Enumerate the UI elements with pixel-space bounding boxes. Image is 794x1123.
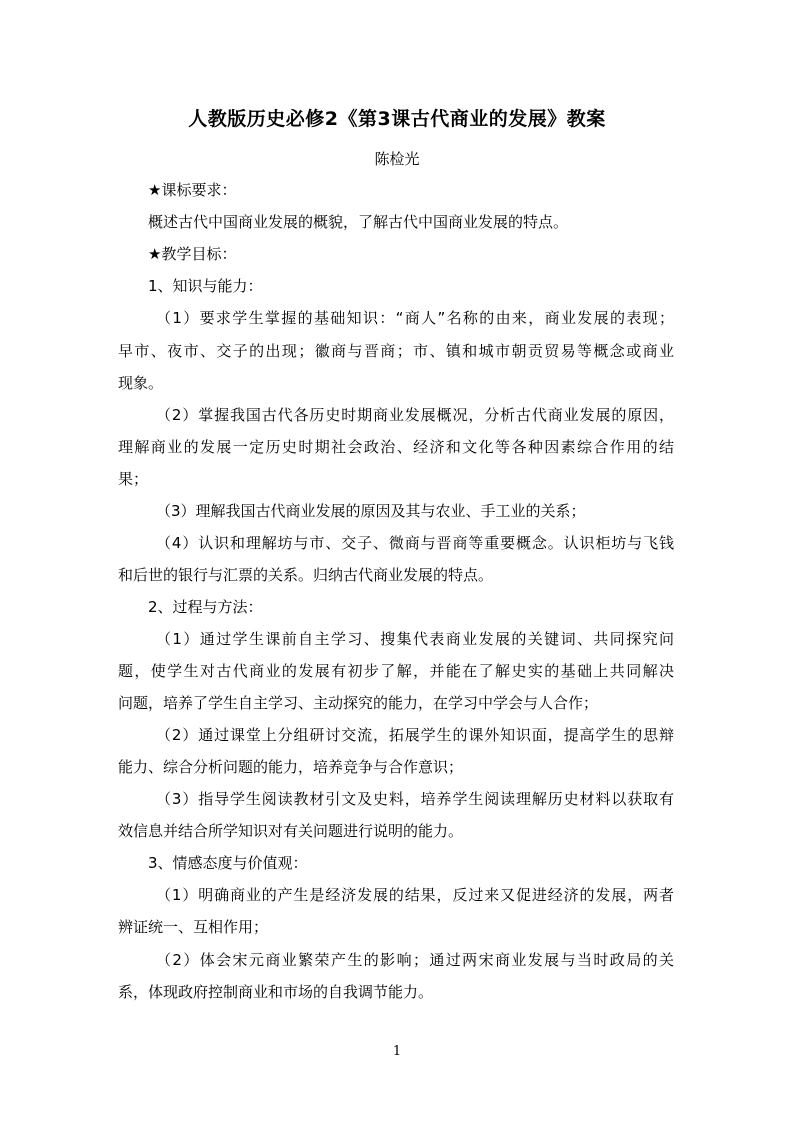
paragraph-line: （1）要求学生掌握的基础知识：“商人”名称的由来，商业发展的表现； (156, 309, 674, 327)
paragraph-line: 果； (118, 470, 149, 488)
paragraph-line: （3）指导学生阅读教材引文及史料，培养学生阅读理解历史材料以获取有 (156, 790, 674, 808)
paragraph-line: （2）通过课堂上分组研讨交流，拓展学生的课外知识面，提高学生的思辩 (156, 726, 674, 744)
paragraph-line: 概述古代中国商业发展的概貌，了解古代中国商业发展的特点。 (148, 213, 569, 231)
paragraph-line: （2）体会宋元商业繁荣产生的影响；通过两宋商业发展与当时政局的关 (156, 951, 674, 969)
paragraph-line: 题，使学生对古代商业的发展有初步了解，并能在了解史实的基础上共同解决 (118, 662, 674, 680)
paragraph-line: （1）通过学生课前自主学习、搜集代表商业发展的关键词、共同探究问 (156, 630, 674, 648)
document-title: 人教版历史必修2《第3课古代商业的发展》教案 (188, 108, 606, 130)
subsection-heading: 3、情感态度与价值观： (148, 854, 308, 872)
paragraph-line: 问题，培养了学生自主学习、主动探究的能力，在学习中学会与人合作； (118, 694, 599, 712)
paragraph-line: 辨证统一、互相作用； (118, 918, 269, 936)
section-heading: ★课标要求： (148, 181, 237, 199)
paragraph-line: 效信息并结合所学知识对有关问题进行说明的能力。 (118, 822, 464, 840)
paragraph-line: （3）理解我国古代商业发展的原因及其与农业、手工业的关系； (156, 502, 586, 520)
paragraph-line: （2）掌握我国古代各历史时期商业发展概况，分析古代商业发展的原因， (156, 406, 674, 424)
subsection-heading: 1、知识与能力： (148, 277, 263, 295)
paragraph-line: （4）认识和理解坊与市、交子、微商与晋商等重要概念。认识柜坊与飞钱 (156, 534, 674, 552)
paragraph-line: 能力、综合分析问题的能力，培养竞争与合作意识； (118, 758, 464, 776)
paragraph-line: 早市、夜市、交子的出现；徽商与晋商；市、镇和城市朝贡贸易等概念或商业 (118, 342, 674, 360)
paragraph-line: 现象。 (118, 374, 164, 392)
paragraph-line: （1）明确商业的产生是经济发展的结果，反过来又促进经济的发展，两者 (156, 886, 674, 904)
paragraph-line: 系，体现政府控制商业和市场的自我调节能力。 (118, 983, 434, 1001)
subsection-heading: 2、过程与方法： (148, 598, 263, 616)
page-number: 1 (392, 1044, 402, 1059)
paragraph-line: 理解商业的发展一定历史时期社会政治、经济和文化等各种因素综合作用的结 (118, 438, 674, 456)
section-heading: ★教学目标： (148, 245, 237, 263)
document-author: 陈检光 (374, 150, 420, 168)
paragraph-line: 和后世的银行与汇票的关系。归纳古代商业发展的特点。 (118, 566, 494, 584)
